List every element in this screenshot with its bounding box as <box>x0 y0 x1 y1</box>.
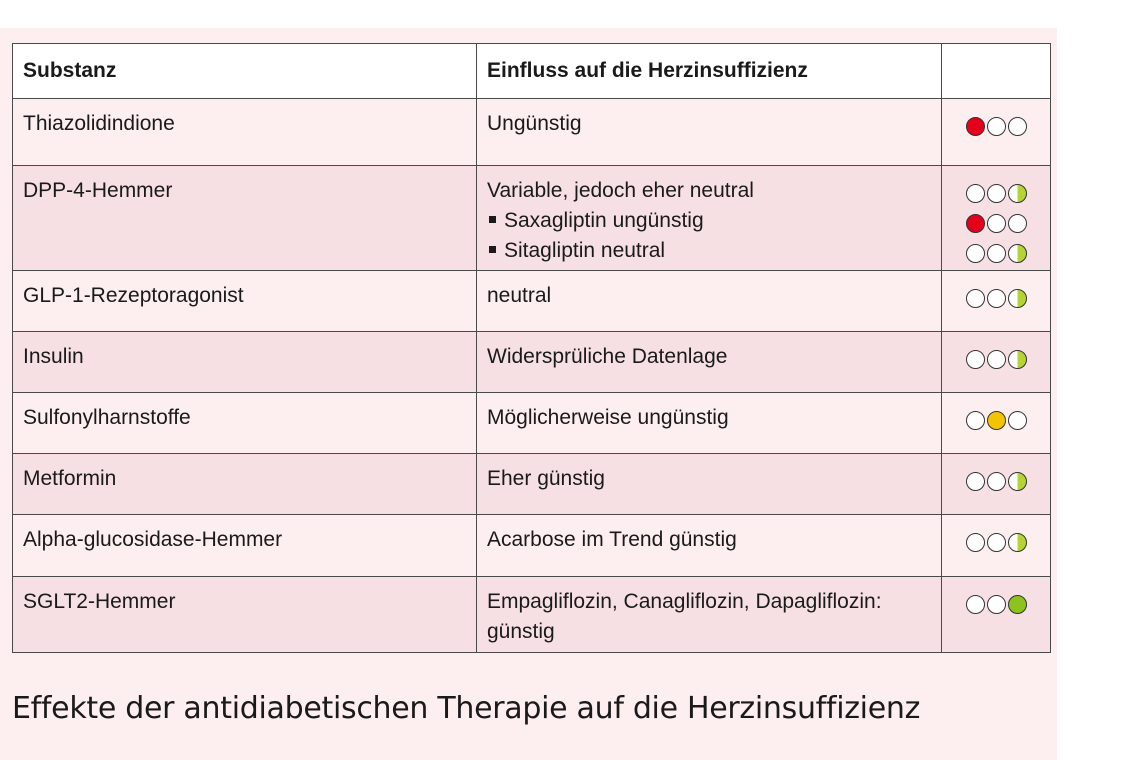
substance-cell <box>13 454 477 515</box>
substance-cell <box>13 393 477 454</box>
figure-caption: Effekte der antidiabetischen Therapie auf die Herzinsuffizienz <box>12 691 921 726</box>
effect-text: Acarbose im Trend günstig <box>487 528 737 551</box>
substance-cell <box>13 515 477 577</box>
table-row <box>13 332 1051 393</box>
effect-text: Ungünstig <box>487 112 582 135</box>
effect-text: Eher günstig <box>487 467 605 490</box>
effect-cell <box>477 99 942 166</box>
traffic-light-dot-icon <box>1008 184 1027 203</box>
traffic-light-dot-icon <box>966 472 985 491</box>
bullet-icon <box>489 216 496 223</box>
traffic-light-dot-icon <box>966 289 985 308</box>
traffic-light-rating <box>952 344 1040 374</box>
effect-line <box>487 281 931 311</box>
traffic-light-dot-icon <box>987 411 1006 430</box>
traffic-light-dot-icon <box>966 595 985 614</box>
effect-cell <box>477 515 942 577</box>
traffic-light-dot-icon <box>1008 117 1027 136</box>
traffic-light-dot-icon <box>966 533 985 552</box>
traffic-light-rating <box>952 405 1040 435</box>
traffic-light-rating <box>952 466 1040 496</box>
substance-name: GLP-1-Rezeptoragonist <box>23 284 244 307</box>
substance-name: Thiazolidindione <box>23 112 175 135</box>
effect-cell <box>477 271 942 332</box>
traffic-light-dot-icon <box>987 117 1006 136</box>
traffic-light-dot-icon <box>966 117 985 136</box>
effect-line <box>487 109 931 139</box>
substance-name: Alpha-glucosidase-Hemmer <box>23 528 283 551</box>
effect-text: Variable, jedoch eher neutral <box>487 179 754 202</box>
effect-line <box>487 236 931 266</box>
effect-line <box>487 403 931 433</box>
effect-cell <box>477 332 942 393</box>
effect-line <box>487 342 931 372</box>
rating-cell <box>942 271 1051 332</box>
traffic-light-dot-icon <box>1008 350 1027 369</box>
traffic-light-rating <box>952 111 1040 141</box>
traffic-light-rating <box>952 178 1040 208</box>
table-row <box>13 515 1051 577</box>
rating-cell <box>942 577 1051 653</box>
traffic-light-dot-icon <box>1008 289 1027 308</box>
substance-cell <box>13 271 477 332</box>
substance-name: Metformin <box>23 467 117 490</box>
traffic-light-dot-icon <box>987 595 1006 614</box>
traffic-light-dot-icon <box>987 533 1006 552</box>
effect-line <box>487 617 931 647</box>
traffic-light-dot-icon <box>966 350 985 369</box>
substance-cell <box>13 99 477 166</box>
traffic-light-rating <box>952 527 1040 557</box>
header-einfluss: Einfluss auf die Herzinsuffizienz <box>477 44 942 99</box>
rating-cell <box>942 454 1051 515</box>
effect-line <box>487 525 931 555</box>
traffic-light-dot-icon <box>1008 214 1027 233</box>
traffic-light-dot-icon <box>966 214 985 233</box>
substance-cell <box>13 577 477 653</box>
effect-cell <box>477 166 942 271</box>
table-header-row <box>13 44 1051 99</box>
effect-cell <box>477 454 942 515</box>
effect-cell <box>477 393 942 454</box>
table-row <box>13 577 1051 653</box>
effect-cell <box>477 577 942 653</box>
header-substanz: Substanz <box>13 44 477 99</box>
traffic-light-rating <box>952 208 1040 238</box>
substance-name: DPP-4-Hemmer <box>23 179 173 202</box>
traffic-light-dot-icon <box>1008 595 1027 614</box>
effect-text: günstig <box>487 620 555 643</box>
effect-text: Saxagliptin ungünstig <box>504 209 704 232</box>
table-row <box>13 166 1051 271</box>
effect-text: Möglicherweise ungünstig <box>487 406 729 429</box>
traffic-light-dot-icon <box>987 244 1006 263</box>
traffic-light-rating <box>952 283 1040 313</box>
table-row <box>13 393 1051 454</box>
therapy-effects-table <box>12 43 1051 653</box>
table-row <box>13 99 1051 166</box>
traffic-light-dot-icon <box>987 184 1006 203</box>
traffic-light-dot-icon <box>1008 411 1027 430</box>
table-row <box>13 271 1051 332</box>
traffic-light-rating <box>952 238 1040 268</box>
effect-text: neutral <box>487 284 552 307</box>
substance-cell <box>13 332 477 393</box>
traffic-light-dot-icon <box>1008 244 1027 263</box>
effect-text: Widersprüliche Datenlage <box>487 345 728 368</box>
traffic-light-dot-icon <box>966 244 985 263</box>
traffic-light-dot-icon <box>1008 533 1027 552</box>
header-rating <box>942 44 1051 99</box>
traffic-light-dot-icon <box>987 214 1006 233</box>
effect-line <box>487 587 931 617</box>
traffic-light-dot-icon <box>966 184 985 203</box>
effect-text: Sitagliptin neutral <box>504 239 666 262</box>
rating-cell <box>942 166 1051 271</box>
effect-line <box>487 206 931 236</box>
traffic-light-dot-icon <box>987 350 1006 369</box>
effect-text: Empagliflozin, Canagliflozin, Dapagliflozin: <box>487 590 882 613</box>
rating-cell <box>942 393 1051 454</box>
bullet-icon <box>489 246 496 253</box>
traffic-light-rating <box>952 589 1040 619</box>
traffic-light-dot-icon <box>987 472 1006 491</box>
effect-line <box>487 176 931 206</box>
rating-cell <box>942 515 1051 577</box>
traffic-light-dot-icon <box>987 289 1006 308</box>
table-row <box>13 454 1051 515</box>
substance-name: Insulin <box>23 345 84 368</box>
content-panel <box>0 28 1057 760</box>
substance-name: Sulfonylharnstoffe <box>23 406 191 429</box>
substance-cell <box>13 166 477 271</box>
substance-name: SGLT2-Hemmer <box>23 590 176 613</box>
effect-line <box>487 464 931 494</box>
rating-cell <box>942 332 1051 393</box>
traffic-light-dot-icon <box>1008 472 1027 491</box>
rating-cell <box>942 99 1051 166</box>
traffic-light-dot-icon <box>966 411 985 430</box>
